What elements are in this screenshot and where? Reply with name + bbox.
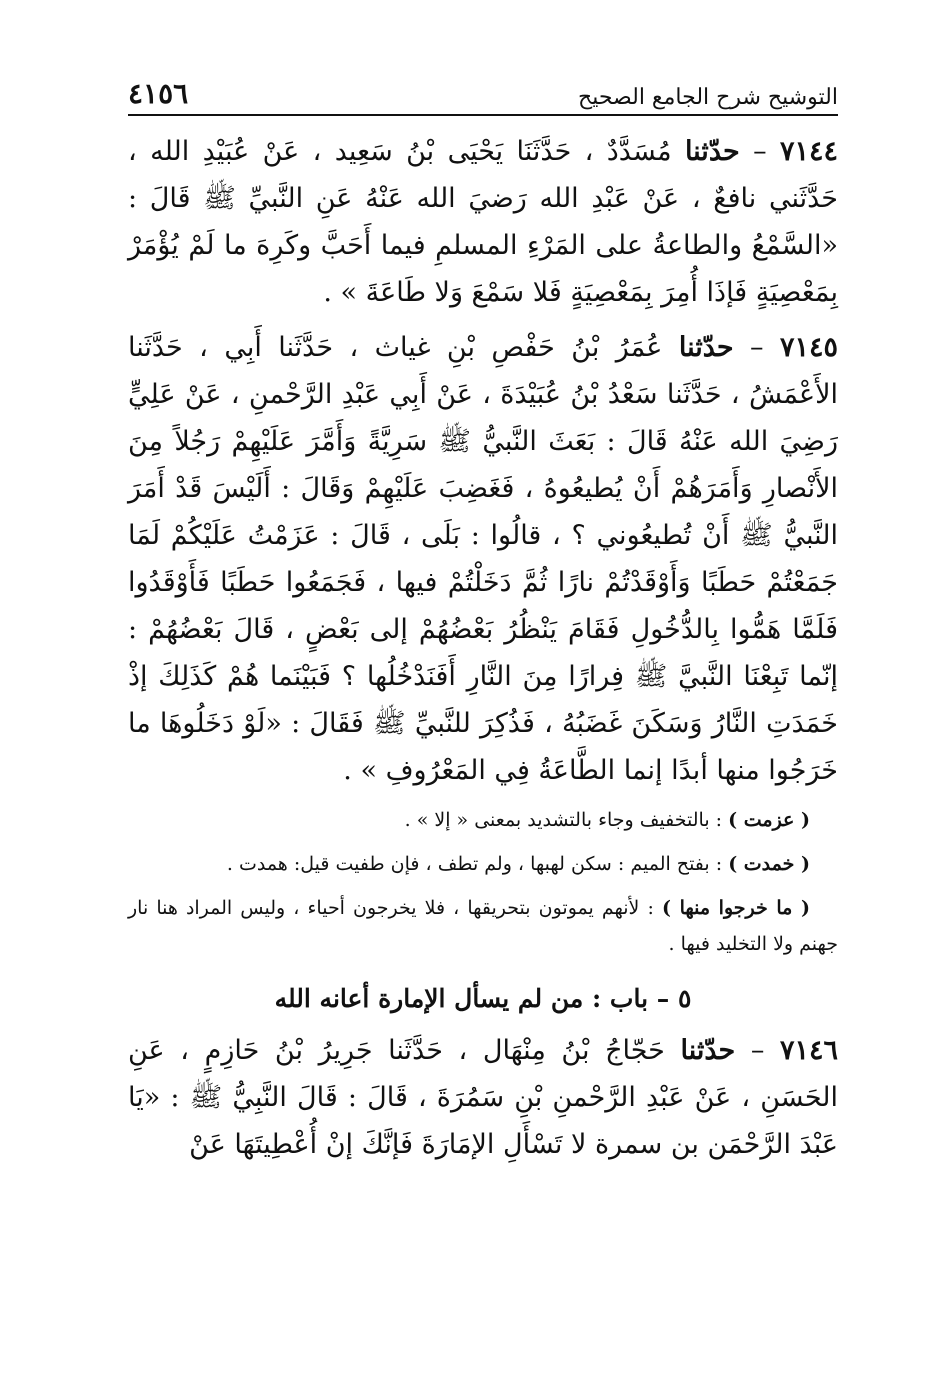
hadith-text: حَجّاجُ بْنُ مِنْهَال ، حَدَّثَنا جَرِيرُ بْنُ حَازِمٍ ، عَنِ الحَسَنِ ، عَنْ عَبْدِ الرَّحْمنِ بْنِ سَمُرَةَ ، قَالَ : قَالَ النَّبِيُّ ﷺ : «يَا عَبْدَ الرَّحْمَن بن سمرة لا تَسْأَلِ الإمَارَةَ فَإنَّكَ إنْ أُعْطِيتَهَا عَنْ [128, 1035, 838, 1160]
hadith-7145: ٧١٤٥ – حدّثنا عُمَرُ بْنُ حَفْصِ بْنِ غياث ، حَدَّثَنا أَبِي ، حَدَّثَنا الأَعْمَشُ ، حَدَّثَنا سَعْدُ بْنُ عُبَيْدَةَ ، عَنْ أَبِي عَبْدِ الرَّحْمنِ ، عَنْ عَلِيٍّ رَضِيَ الله عَنْهُ قَالَ : بَعَثَ النَّبيُّ ﷺ سَرِيَّةً وَأَمَّرَ عَلَيْهِمْ رَجُلاً مِنَ الأَنْصارِ وَأَمَرَهُمْ أَنْ يُطيعُوهُ ، فَغَضِبَ عَلَيْهِمْ وَقَالَ : أَلَيْسَ قَدْ أَمَرَ النَّبيُّ ﷺ أَنْ تُطيعُوني ؟ ، قالُوا : بَلَى ، قَالَ : عَزَمْتُ عَلَيْكُمْ لَمَا جَمَعْتُمْ حَطَبًا وَأَوْقَدْتُمْ نارًا ثُمَّ دَخَلْتُمْ فيها ، فَجَمَعُوا حَطَبًا فَأَوْقَدُوا فَلَمَّا هَمُّوا بِالدُّخُولِ فَقَامَ يَنْظُرُ بَعْضُهُمْ إلى بَعْضٍ ، قَالَ بَعْضُهُمْ : إنّما تَبِعْنَا النَّبيَّ ﷺ فِرارًا مِنَ النَّارِ أَفَنَدْخُلُها ؟ فَبَيْنَما هُمْ كَذَلِكَ إذْ خَمَدَتِ النَّارُ وَسَكَنَ غَضَبُهُ ، فَذُكِرَ للنَّبيِّ ﷺ فَقَالَ : «لَوْ دَخَلُوهَا ما خَرَجُوا منها أبدًا إنما الطَّاعَةُ فِي المَعْرُوفِ » . [128, 332, 838, 786]
hadith-7146: ٧١٤٦ – حدّثنا حَجّاجُ بْنُ مِنْهَال ، حَدَّثَنا جَرِيرُ بْنُ حَازِمٍ ، عَنِ الحَسَنِ ، عَنْ عَبْدِ الرَّحْمنِ بْنِ سَمُرَةَ ، قَالَ : قَالَ النَّبِيُّ ﷺ : «يَا عَبْدَ الرَّحْمَن بن سمرة لا تَسْأَلِ الإمَارَةَ فَإنَّكَ إنْ أُعْطِيتَهَا عَنْ [128, 1035, 838, 1160]
book-page [128, 64, 838, 1168]
running-header [128, 64, 838, 116]
gloss-text: : لأنهم يموتون بتحريقها ، فلا يخرجون أحياء ، وليس المراد هنا نار جهنم ولا التخليد فيها . [128, 897, 838, 955]
hadith-lead-word: حدّثنا [680, 1035, 736, 1066]
hadith-lead-word: حدّثنا [678, 332, 734, 363]
hadith-text: عُمَرُ بْنُ حَفْصِ بْنِ غياث ، حَدَّثَنا أَبِي ، حَدَّثَنا الأَعْمَشُ ، حَدَّثَنا سَعْدُ بْنُ عُبَيْدَةَ ، عَنْ أَبِي عَبْدِ الرَّحْمنِ ، عَنْ عَلِيٍّ رَضِيَ الله عَنْهُ قَالَ : بَعَثَ النَّبيُّ ﷺ سَرِيَّةً وَأَمَّرَ عَلَيْهِمْ رَجُلاً مِنَ الأَنْصارِ وَأَمَرَهُمْ أَنْ يُطيعُوهُ ، فَغَضِبَ عَلَيْهِمْ وَقَالَ : أَلَيْسَ قَدْ أَمَرَ النَّبيُّ ﷺ أَنْ تُطيعُوني ؟ ، قالُوا : بَلَى ، قَالَ : عَزَمْتُ عَلَيْكُمْ لَمَا جَمَعْتُمْ حَطَبًا وَأَوْقَدْتُمْ نارًا ثُمَّ دَخَلْتُمْ فيها ، فَجَمَعُوا حَطَبًا فَأَوْقَدُوا فَلَمَّا هَمُّوا بِالدُّخُولِ فَقَامَ يَنْظُرُ بَعْضُهُمْ إلى بَعْضٍ ، قَالَ بَعْضُهُمْ : إنّما تَبِعْنَا النَّبيَّ ﷺ فِرارًا مِنَ النَّارِ أَفَنَدْخُلُها ؟ فَبَيْنَما هُمْ كَذَلِكَ إذْ خَمَدَتِ النَّارُ وَسَكَنَ غَضَبُهُ ، فَذُكِرَ للنَّبيِّ ﷺ فَقَالَ : «لَوْ دَخَلُوهَا ما خَرَجُوا منها أبدًا إنما الطَّاعَةُ فِي المَعْرُوفِ » . [128, 332, 838, 786]
gloss-term: ( خمدت ) [728, 853, 810, 875]
hadith-7144: ٧١٤٤ – حدّثنا مُسَدَّدٌ ، حَدَّثَنَا يَحْيَى بْنُ سَعِيد ، عَنْ عُبَيْدِ الله ، حَدَّثَني نافعٌ ، عَنْ عَبْدِ الله رَضيَ الله عَنْهُ عَنِ النَّبيِّ ﷺ قَالَ : «السَّمْعُ والطاعةُ على المَرْءِ المسلمِ فيما أَحَبَّ وكَرِهَ ما لَمْ يُؤْمَرْ بِمَعْصِيَةٍ فَإذَا أُمِرَ بِمَعْصِيَةٍ فَلا سَمْعَ وَلا طَاعَةَ » . [128, 136, 838, 308]
hadith-number: ٧١٤٤ [779, 136, 838, 167]
gloss-item [128, 846, 838, 882]
gloss-term: ( عزمت ) [728, 809, 810, 831]
book-title: التوشيح شرح الجامع الصحيح [578, 85, 838, 110]
chapter-heading: ٥ – باب : من لم يسأل الإمارة أعانه الله [274, 984, 692, 1013]
gloss-text: : بفتح الميم : سكن لهبها ، ولم تطف ، فإن طفيت قيل: همدت . [226, 853, 723, 875]
hadith-lead-word: حدّثنا [684, 136, 740, 167]
gloss-term: ( ما خرجوا منها ) [661, 897, 810, 919]
gloss-item [128, 802, 838, 838]
hadith-text: مُسَدَّدٌ ، حَدَّثَنَا يَحْيَى بْنُ سَعِيد ، عَنْ عُبَيْدِ الله ، حَدَّثَني نافعٌ ، عَنْ عَبْدِ الله رَضيَ الله عَنْهُ عَنِ النَّبيِّ ﷺ قَالَ : «السَّمْعُ والطاعةُ على المَرْءِ المسلمِ فيما أَحَبَّ وكَرِهَ ما لَمْ يُؤْمَرْ بِمَعْصِيَةٍ فَإذَا أُمِرَ بِمَعْصِيَةٍ فَلا سَمْعَ وَلا طَاعَةَ » . [128, 136, 838, 308]
hadith-number: ٧١٤٦ [779, 1035, 838, 1066]
footnote-glosses [128, 802, 838, 962]
hadith-number: ٧١٤٥ [779, 332, 838, 363]
page-number: ٤١٥٦ [128, 77, 189, 110]
gloss-item [128, 890, 838, 962]
gloss-text: : بالتخفيف وجاء بالتشديد بمعنى « إلا » . [404, 809, 723, 831]
